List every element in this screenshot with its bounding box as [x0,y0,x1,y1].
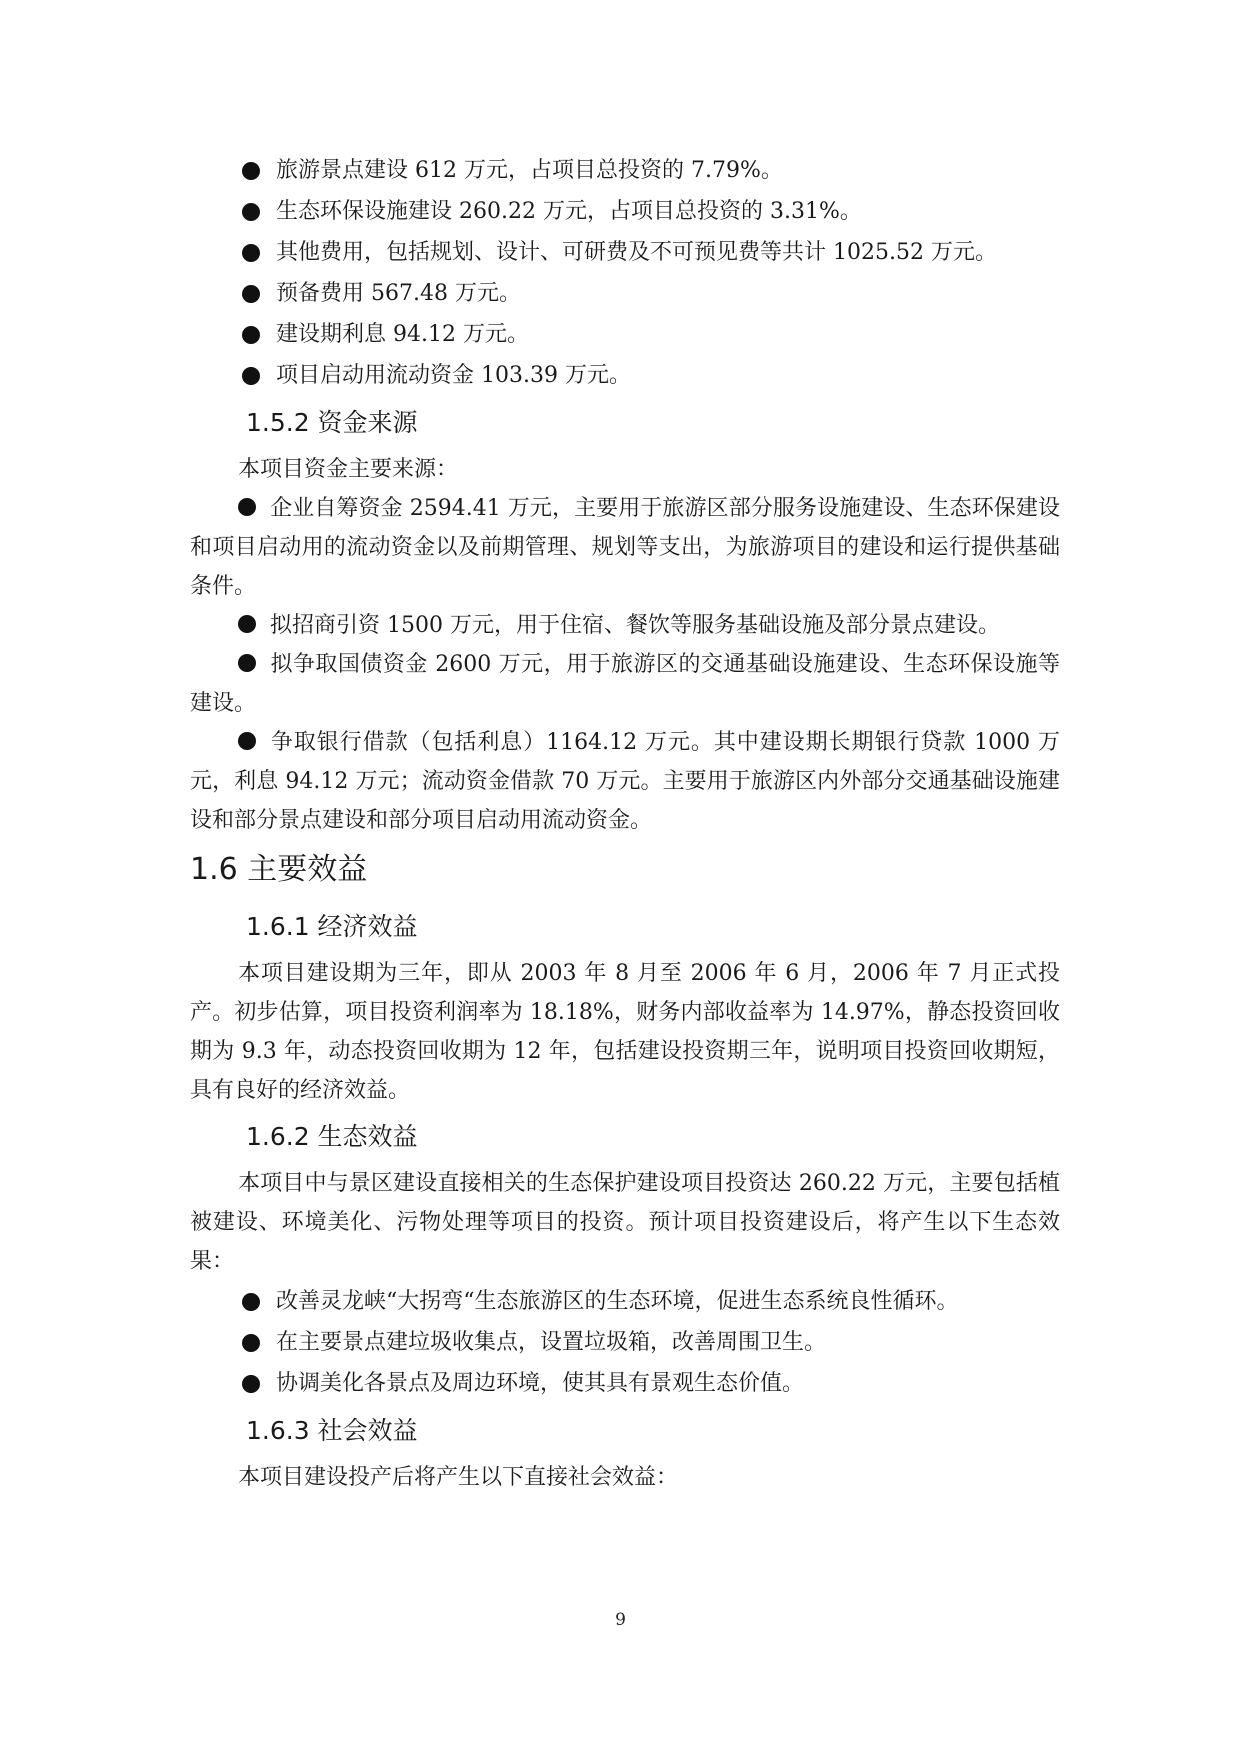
paragraph: 本项目建设投产后将产生以下直接社会效益： [238,1465,679,1490]
list-item-text: 其他费用，包括规划、设计、可研费及不可预见费等共计 1025.52 万元。 [276,240,997,265]
list-item-text: 旅游景点建设 612 万元，占项目总投资的 7.79%。 [276,158,783,183]
list-item [190,314,1060,355]
list-item-paragraph [190,489,1060,606]
bullet-icon [242,244,260,262]
list-item-text: 拟争取国债资金 2600 万元，用于旅游区的交通基础设施建设、生态环保设施等建设。 [190,652,1060,716]
subsection-heading-1-6-2: 1.6.2 生态效益 [246,1122,418,1151]
list-item [190,355,1060,396]
list-item [190,191,1060,232]
subsection-heading-1-5-2: 1.5.2 资金来源 [246,408,418,437]
list-item [190,150,1060,191]
list-item-text: 生态环保设施建设 260.22 万元，占项目总投资的 3.31%。 [276,199,862,224]
list-item [190,1281,1060,1322]
list-item-text: 拟招商引资 1500 万元，用于住宿、餐饮等服务基础设施及部分景点建设。 [270,613,1000,638]
list-item-text: 改善灵龙峡“大拐弯“生态旅游区的生态环境，促进生态系统良性循环。 [276,1289,959,1314]
list-item-text: 项目启动用流动资金 103.39 万元。 [276,363,631,388]
bullet-icon [242,203,260,221]
list-item-paragraph [190,723,1060,840]
subsection-heading-1-6-1: 1.6.1 经济效益 [246,912,418,941]
list-item-text: 协调美化各景点及周边环境，使其具有景观生态价值。 [276,1371,805,1396]
list-item-paragraph [190,645,1060,723]
list-item-text: 预备费用 567.48 万元。 [276,281,521,306]
list-item-text: 争取银行借款（包括利息）1164.12 万元。其中建设期长期银行贷款 1000 万元，利息 94.12 万元；流动资金借款 70 万元。主要用于旅游区内外部分交通基础设施建设和部分景点建设和部分项目启动用流动资金。 [190,730,1060,833]
list-item [190,1363,1060,1404]
subsection-heading-1-6-3: 1.6.3 社会效益 [246,1416,418,1445]
list-item [190,232,1060,273]
paragraph: 本项目建设期为三年，即从 2003 年 8 月至 2006 年 6 月，2006 年 7 月正式投产。初步估算，项目投资利润率为 18.18%，财务内部收益率为 14.97%，静态投资回收期为 9.3 年，动态投资回收期为 12 年，包括建设投资期三年，说明项目投资回收期短，具有良好的经济效益。 [190,961,1060,1103]
section-heading-1-6: 1.6 主要效益 [190,852,368,887]
page-content [190,150,1060,1497]
bullet-icon [238,498,256,516]
paragraph: 本项目资金主要来源： [238,457,459,482]
paragraph: 本项目中与景区建设直接相关的生态保护建设项目投资达 260.22 万元，主要包括植被建设、环境美化、污物处理等项目的投资。预计项目投资建设后，将产生以下生态效果： [190,1171,1060,1274]
bullet-icon [238,654,256,672]
bullet-icon [238,732,256,750]
bullet-icon [242,285,260,303]
page-number: 9 [615,1610,626,1630]
list-item-text: 在主要景点建垃圾收集点，设置垃圾箱，改善周围卫生。 [276,1330,827,1355]
list-item [190,273,1060,314]
bullet-icon [242,162,260,180]
list-item-paragraph [190,606,1060,645]
bullet-icon [242,1293,260,1311]
bullet-icon [242,326,260,344]
bullet-icon [238,615,256,633]
list-item [190,1322,1060,1363]
list-item-text: 建设期利息 94.12 万元。 [276,322,529,347]
bullet-icon [242,1334,260,1352]
bullet-icon [242,1375,260,1393]
bullet-icon [242,367,260,385]
list-item-text: 企业自筹资金 2594.41 万元，主要用于旅游区部分服务设施建设、生态环保建设和项目启动用的流动资金以及前期管理、规划等支出，为旅游项目的建设和运行提供基础条件。 [190,496,1060,599]
